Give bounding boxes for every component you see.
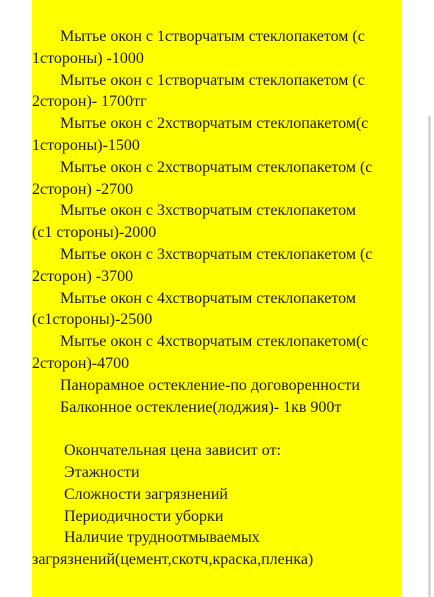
price-list-line: Мытье окон с 4хстворчатым стеклопакетом(с (60, 333, 369, 351)
price-list-line: (с1стороны)-2500 (32, 311, 153, 329)
price-list-line: Балконное остекление(лоджия)- 1кв 900т (60, 398, 342, 416)
condition-line: Периодичности уборки (64, 507, 224, 525)
price-list-line: (с1 стороны)-2000 (32, 224, 157, 242)
price-list-line: Мытье окон с 3хстворчатым стеклопакетом (с (60, 245, 373, 263)
price-list-line: Панорамное остекление-по договоренности (60, 376, 360, 394)
price-list-line: Мытье окон с 1створчатым стеклопакетом (с (60, 71, 365, 89)
price-list-line: Мытье окон с 3хстворчатым стеклопакетом (60, 202, 356, 220)
price-list-line: 1стороны)-1500 (32, 136, 140, 154)
price-list-line: 2сторон) -3700 (32, 267, 134, 285)
condition-line: Этажности (64, 463, 140, 481)
condition-line: Сложности загрязнений (64, 485, 228, 503)
price-list-line: 2сторон) -2700 (32, 180, 134, 198)
price-list-line: Мытье окон с 1створчатым стеклопакетом (с (60, 28, 365, 45)
price-list-line: 2сторон)- 1700тг (32, 93, 147, 111)
condition-line: Окончательная цена зависит от: (64, 442, 281, 460)
scrollbar[interactable] (428, 116, 431, 597)
price-list-line: Мытье окон с 4хстворчатым стеклопакетом (60, 289, 356, 307)
price-list-sheet (32, 0, 402, 597)
price-list-line: 2сторон)-4700 (32, 354, 130, 372)
price-list (32, 26, 402, 418)
section-gap (32, 418, 402, 440)
condition-line: Наличие трудноотмываемых (64, 529, 260, 547)
price-conditions (32, 440, 402, 571)
price-list-line: Мытье окон с 2хстворчатым стеклопакетом (с (60, 158, 373, 176)
price-list-line: Мытье окон с 2хстворчатым стеклопакетом(с (60, 115, 369, 133)
price-list-line: 1стороны) -1000 (32, 49, 144, 67)
condition-line: загрязнений(цемент,скотч,краска,пленка) (32, 551, 314, 569)
